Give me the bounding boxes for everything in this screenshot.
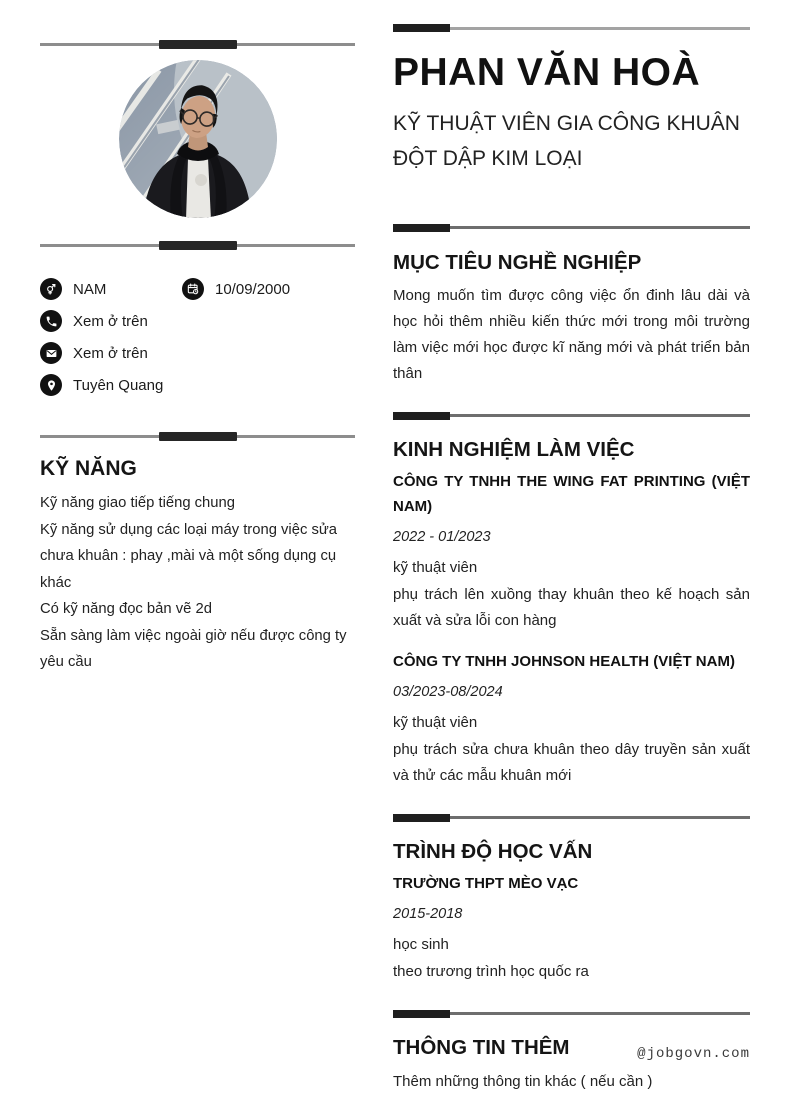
gender-field xyxy=(40,278,182,300)
experience-section xyxy=(393,438,750,789)
objective-text: Mong muốn tìm được công việc ổn đinh lâu dài và học hỏi thêm nhiều kiến thức mới trong môi trường làm việc mới học được kĩ năng mới và phát triển bản thân xyxy=(393,283,750,387)
divider-line xyxy=(450,27,750,30)
candidate-name: PHAN VĂN HOÀ xyxy=(393,51,750,95)
education-description: theo trương trình học quốc ra xyxy=(393,959,750,985)
email-field xyxy=(40,342,148,364)
education-school: TRƯỜNG THPT MÈO VẠC xyxy=(393,871,750,896)
divider-accent-bar xyxy=(159,432,237,441)
dob-value: 10/09/2000 xyxy=(215,281,290,298)
skill-item: Có kỹ năng đọc bản vẽ 2d xyxy=(40,596,355,623)
education-heading: TRÌNH ĐỘ HỌC VẤN xyxy=(393,840,750,864)
job-description: phụ trách sửa chưa khuân theo dây truyền sản xuất và thử các mẫu khuân mới xyxy=(393,737,750,789)
divider-accent-bar xyxy=(159,40,237,49)
info-row-gender-dob xyxy=(40,278,355,300)
email-icon xyxy=(40,342,62,364)
divider-line xyxy=(450,1012,750,1015)
section-divider xyxy=(393,814,750,822)
experience-heading: KINH NGHIỆM LÀM VIỆC xyxy=(393,438,750,462)
phone-icon xyxy=(40,310,62,332)
job-period: 2022 - 01/2023 xyxy=(393,525,750,549)
calendar-icon xyxy=(182,278,204,300)
section-divider xyxy=(40,241,355,250)
skills-heading: KỸ NĂNG xyxy=(40,457,355,481)
job-role: kỹ thuật viên xyxy=(393,555,750,580)
objective-heading: MỤC TIÊU NGHỀ NGHIỆP xyxy=(393,251,750,275)
info-row-phone xyxy=(40,310,355,332)
phone-value: Xem ở trên xyxy=(73,313,148,330)
email-value: Xem ở trên xyxy=(73,345,148,362)
address-value: Tuyên Quang xyxy=(73,377,163,394)
section-divider xyxy=(40,432,355,441)
candidate-job-title: KỸ THUẬT VIÊN GIA CÔNG KHUÂN ĐỘT DẬP KIM LOẠI xyxy=(393,106,750,176)
address-field xyxy=(40,374,163,396)
skill-item: Sẵn sàng làm việc ngoài giờ nếu được công ty yêu cầu xyxy=(40,623,355,676)
skills-list xyxy=(40,490,355,676)
divider-line xyxy=(450,226,750,229)
gender-value: NAM xyxy=(73,281,106,298)
photo-image xyxy=(119,60,277,218)
education-period: 2015-2018 xyxy=(393,902,750,926)
section-divider xyxy=(40,40,355,49)
additional-info-text: Thêm những thông tin khác ( nếu cần ) xyxy=(393,1069,750,1095)
divider-line xyxy=(450,414,750,417)
divider-accent-bar xyxy=(393,412,450,420)
objective-section xyxy=(393,251,750,387)
section-divider xyxy=(393,1010,750,1018)
right-column xyxy=(393,0,750,1095)
profile-photo xyxy=(119,60,277,218)
job-entry xyxy=(393,649,750,789)
additional-info-section xyxy=(393,1036,750,1095)
gender-icon xyxy=(40,278,62,300)
contact-info-list xyxy=(40,278,355,396)
section-divider xyxy=(393,224,750,232)
job-company: CÔNG TY TNHH THE WING FAT PRINTING (VIỆT NAM) xyxy=(393,469,750,519)
additional-info-heading: THÔNG TIN THÊM xyxy=(393,1036,750,1060)
divider-line xyxy=(450,816,750,819)
section-divider xyxy=(393,412,750,420)
location-pin-icon xyxy=(40,374,62,396)
skill-item: Kỹ năng giao tiếp tiếng chung xyxy=(40,490,355,517)
divider-accent-bar xyxy=(393,224,450,232)
job-description: phụ trách lên xuồng thay khuân theo kế hoạch sản xuất và sửa lỗi con hàng xyxy=(393,582,750,634)
education-role: học sinh xyxy=(393,932,750,957)
info-row-address xyxy=(40,374,355,396)
phone-field xyxy=(40,310,148,332)
skill-item: Kỹ năng sử dụng các loại máy trong việc sửa chưa khuân : phay ,mài và một sống dụng cụ khác xyxy=(40,517,355,597)
divider-accent-bar xyxy=(393,24,450,32)
job-company: CÔNG TY TNHH JOHNSON HEALTH (VIỆT NAM) xyxy=(393,649,750,674)
section-divider xyxy=(393,24,750,32)
job-period: 03/2023-08/2024 xyxy=(393,680,750,704)
info-row-email xyxy=(40,342,355,364)
job-entry xyxy=(393,469,750,634)
dob-field xyxy=(182,278,290,300)
divider-accent-bar xyxy=(159,241,237,250)
education-section xyxy=(393,840,750,985)
left-column xyxy=(40,0,355,676)
watermark: @jobgovn.com xyxy=(637,1046,750,1062)
divider-accent-bar xyxy=(393,1010,450,1018)
divider-accent-bar xyxy=(393,814,450,822)
job-role: kỹ thuật viên xyxy=(393,710,750,735)
